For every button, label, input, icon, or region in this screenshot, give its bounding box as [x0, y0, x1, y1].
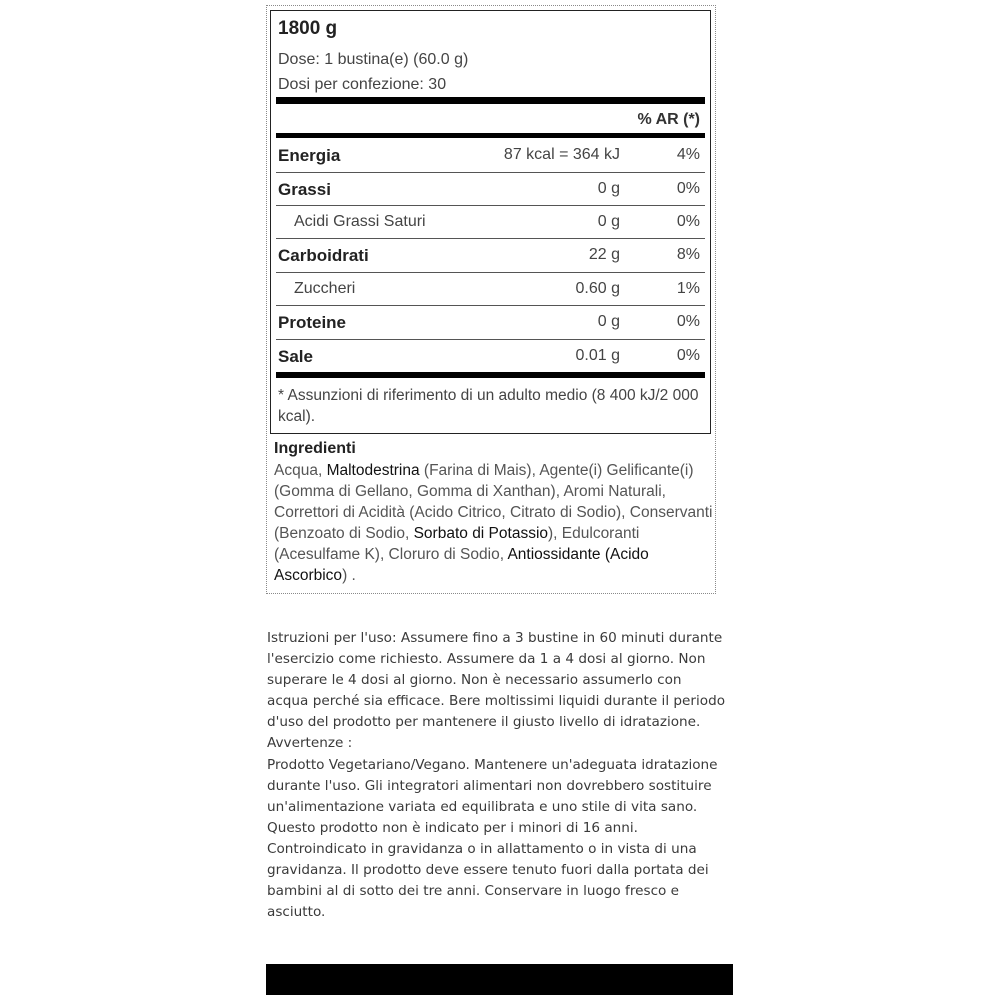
ingredients-text: ) .: [342, 567, 356, 584]
ingredients-text: ), Edulcoranti (Acesulfame K), Cloruro di Sodio,: [274, 525, 640, 563]
usage-instructions-block: [267, 628, 727, 923]
thick-divider: [276, 97, 705, 104]
warnings-heading: Avvertenze :: [267, 735, 353, 752]
footer-divider: [276, 372, 705, 378]
ingredients-text: (: [600, 546, 610, 563]
ingredient-highlight: Maltodestrina: [326, 462, 420, 479]
nutrient-amount: 0 g: [597, 213, 620, 230]
nutrient-row-sale: [276, 347, 705, 371]
usage-instructions: Istruzioni per l'uso: Assumere fino a 3 bustine in 60 minuti durante l'esercizio come richiesto. Assumere da 1 a 4 dosi al giorno. Non superare le 4 dosi al giorno. Non è necessario assumerlo con acqua perché sia efficace. Bere moltissimi liquidi durante il periodo d'uso del prodotto per mantenere il giusto livello di idratazione.: [267, 630, 726, 731]
ingredients-text: Acqua,: [274, 462, 327, 479]
nutrient-percent: 8%: [676, 246, 700, 263]
net-weight-title: 1800 g: [278, 18, 338, 39]
nutrient-percent: 0%: [676, 180, 700, 197]
nutrient-row-proteine: [276, 313, 705, 337]
nutrient-row-grassi: [276, 180, 705, 204]
nutrient-row-carboidrati: [276, 246, 705, 270]
ingredient-highlight: Sorbato di Potassio: [413, 525, 549, 542]
nutrient-amount: 0.01 g: [575, 347, 620, 364]
ingredient-highlight: Acido Ascorbico: [274, 546, 649, 584]
servings-per-pack: Dosi per confezione: 30: [278, 76, 447, 93]
nutrient-name: Proteine: [278, 313, 347, 332]
nutrient-percent: 0%: [676, 213, 700, 230]
nutrient-amount: 0 g: [597, 180, 620, 197]
ar-column-header: % AR (*): [637, 111, 700, 128]
nutrient-row-acidi-grassi-saturi: [276, 213, 705, 237]
nutrient-row-energia: [276, 146, 705, 170]
row-divider: [276, 205, 705, 206]
nutrient-percent: 4%: [676, 146, 700, 163]
nutrient-name: Acidi Grassi Saturi: [294, 213, 426, 230]
ingredient-highlight: Antiossidante: [507, 546, 601, 563]
row-divider: [276, 272, 705, 273]
warnings-text: Prodotto Vegetariano/Vegano. Mantenere un'adeguata idratazione durante l'uso. Gli integratori alimentari non dovrebbero sostituire un'alimentazione variata ed equilibrata e uno stile di vita sano. Questo prodotto non è indicato per i minori di 16 anni. Controindicato in gravidanza o in allattamento o in vista di una gravidanza. Il prodotto deve essere tenuto fuori dalla portata dei bambini al di sotto dei tre anni. Conservare in luogo fresco e asciutto.: [267, 756, 718, 921]
ingredients-list: [274, 460, 714, 586]
nutrient-name: Energia: [278, 146, 341, 165]
reference-intake-footnote: * Assunzioni di riferimento di un adulto medio (8 400 kJ/2 000 kcal).: [278, 387, 699, 425]
nutrient-amount: 0.60 g: [575, 280, 620, 297]
nutrient-row-zuccheri: [276, 280, 705, 304]
row-divider: [276, 172, 705, 173]
nutrient-name: Sale: [278, 347, 313, 366]
nutrient-name: Zuccheri: [294, 280, 356, 297]
serving-size: Dose: 1 bustina(e) (60.0 g): [278, 51, 469, 68]
nutrient-amount: 87 kcal = 364 kJ: [503, 146, 620, 163]
nutrient-percent: 0%: [676, 347, 700, 364]
nutrient-amount: 22 g: [588, 246, 620, 263]
row-divider: [276, 238, 705, 239]
nutrient-percent: 0%: [676, 313, 700, 330]
row-divider: [276, 339, 705, 340]
header-divider: [276, 133, 705, 138]
nutrient-name: Grassi: [278, 180, 331, 199]
nutrient-amount: 0 g: [597, 313, 620, 330]
ingredients-text: (Farina di Mais), Agente(i) Gelificante(i) (Gomma di Gellano, Gomma di Xanthan), Aromi Naturali, Correttori di Acidità (Acido Citrico, Citrato di Sodio), Conservanti (Benzoato di Sodio,: [274, 462, 713, 542]
nutrient-name: Carboidrati: [278, 246, 369, 265]
ingredients-heading: Ingredienti: [274, 440, 356, 457]
row-divider: [276, 305, 705, 306]
bottom-black-bar: [266, 964, 733, 995]
nutrient-percent: 1%: [676, 280, 700, 297]
